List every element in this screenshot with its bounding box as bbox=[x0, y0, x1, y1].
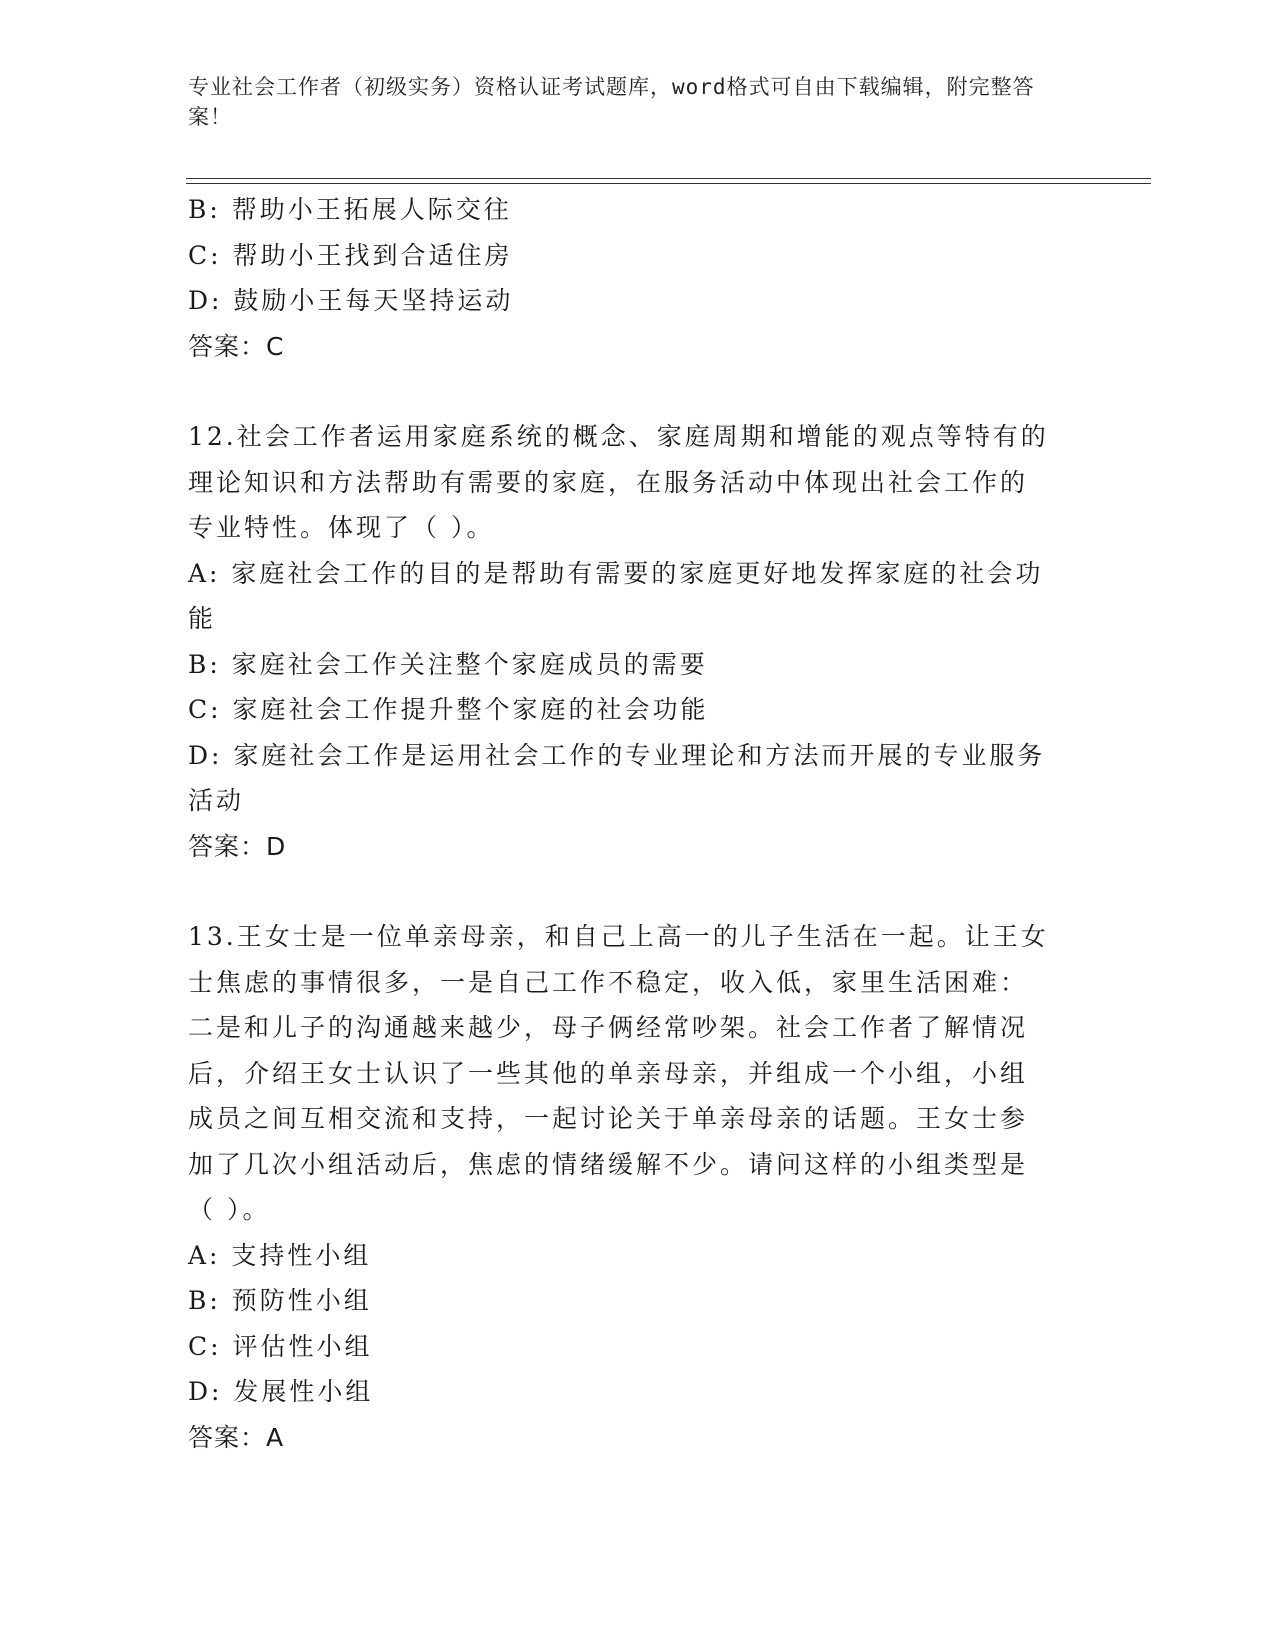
question-stem-line: 二是和儿子的沟通越来越少，母子俩经常吵架。社会工作者了解情况 bbox=[188, 1013, 1029, 1042]
header-rule-bottom bbox=[186, 183, 1151, 184]
option-d-continued: 活动 bbox=[188, 786, 245, 815]
question-stem-line: 后，介绍王女士认识了一些其他的单亲母亲，并组成一个小组，小组 bbox=[188, 1058, 1029, 1088]
answer-label: 答案：C bbox=[188, 331, 285, 361]
question-stem-line: （ ）。 bbox=[188, 1195, 271, 1224]
spacer bbox=[188, 369, 1068, 414]
option-a: A: 支持性小组 bbox=[188, 1240, 372, 1270]
option-d: D: 鼓励小王每天坚持运动 bbox=[188, 286, 514, 315]
question-content bbox=[188, 187, 1068, 1460]
question-11 bbox=[188, 187, 1068, 369]
question-stem-line: 加了几次小组活动后，焦虑的情绪缓解不少。请问这样的小组类型是 bbox=[188, 1149, 1029, 1179]
option-d: D: 家庭社会工作是运用社会工作的专业理论和方法而开展的专业服务 bbox=[188, 740, 1046, 770]
page-header: 专业社会工作者（初级实务）资格认证考试题库，word格式可自由下载编辑，附完整答案！ bbox=[188, 75, 1035, 129]
question-stem-line: 成员之间互相交流和支持，一起讨论关于单亲母亲的话题。王女士参 bbox=[188, 1104, 1029, 1133]
question-13 bbox=[188, 914, 1068, 1460]
spacer bbox=[188, 869, 1068, 914]
question-stem-line: 专业特性。体现了（ ）。 bbox=[188, 513, 495, 542]
option-b: B: 帮助小王拓展人际交往 bbox=[188, 195, 512, 224]
option-a: A: 家庭社会工作的目的是帮助有需要的家庭更好地发挥家庭的社会功 bbox=[188, 558, 1044, 588]
option-c: C: 帮助小王找到合适住房 bbox=[188, 240, 513, 270]
option-c: C: 家庭社会工作提升整个家庭的社会功能 bbox=[188, 695, 709, 724]
answer-label: 答案：A bbox=[188, 1422, 285, 1452]
option-d: D: 发展性小组 bbox=[188, 1377, 374, 1406]
question-stem-line: 13.王女士是一位单亲母亲，和自己上高一的儿子生活在一起。让王女 bbox=[188, 922, 1049, 951]
question-stem-line: 12.社会工作者运用家庭系统的概念、家庭周期和增能的观点等特有的 bbox=[188, 422, 1049, 451]
option-a-continued: 能 bbox=[188, 604, 217, 633]
option-b: B: 家庭社会工作关注整个家庭成员的需要 bbox=[188, 649, 708, 679]
answer-label: 答案：D bbox=[188, 831, 287, 861]
question-stem-line: 理论知识和方法帮助有需要的家庭，在服务活动中体现出社会工作的 bbox=[188, 467, 1029, 497]
header-rule-top bbox=[186, 178, 1151, 179]
option-c: C: 评估性小组 bbox=[188, 1331, 373, 1361]
question-12 bbox=[188, 414, 1068, 869]
option-b: B: 预防性小组 bbox=[188, 1286, 372, 1315]
question-stem-line: 士焦虑的事情很多，一是自己工作不稳定，收入低，家里生活困难： bbox=[188, 967, 1029, 997]
